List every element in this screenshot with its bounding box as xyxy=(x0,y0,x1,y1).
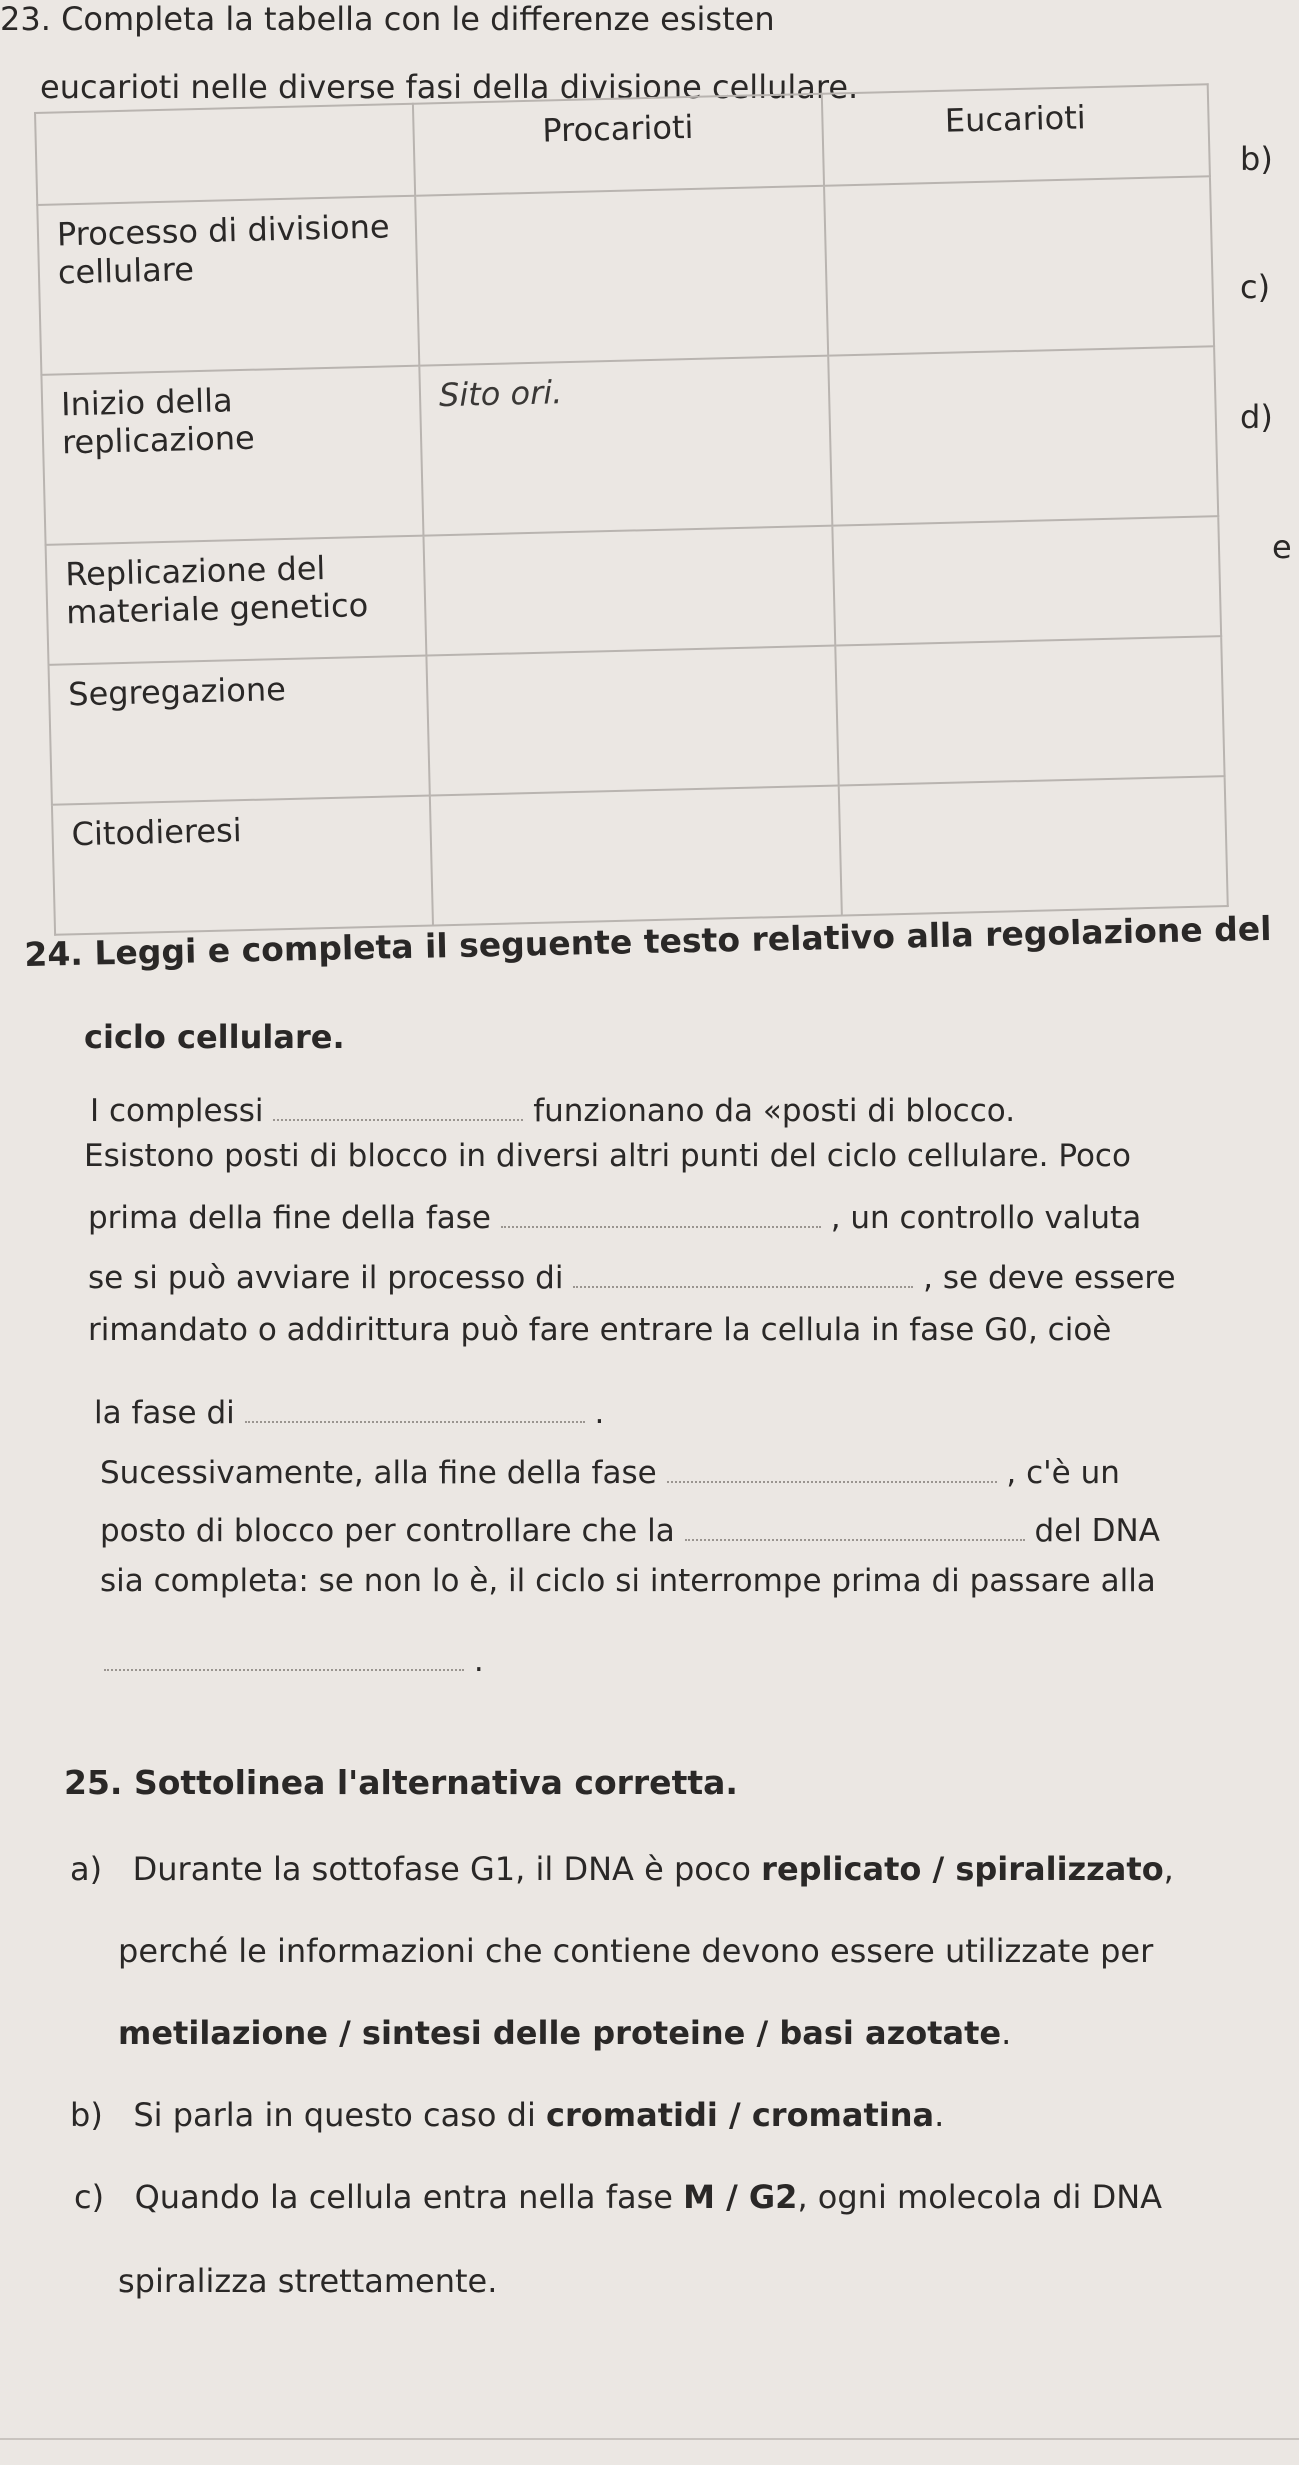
side-letter-c: c) xyxy=(1240,268,1271,306)
item-text: Quando la cellula entra nella fase xyxy=(134,2178,684,2216)
text-segment: I complessi xyxy=(90,1093,264,1129)
item-text: Durante la sottofase G1, il DNA è poco xyxy=(132,1850,762,1888)
table-row xyxy=(41,346,1218,545)
text-segment: prima della fine della fase xyxy=(88,1200,491,1236)
exercise-24-title: 24. Leggi e completa il seguente testo relativo alla regolazione del xyxy=(24,908,1272,974)
item-text: . xyxy=(1001,2014,1012,2052)
item-text: Si parla in questo caso di xyxy=(133,2096,547,2134)
fill-blank[interactable] xyxy=(573,1285,913,1288)
table-header-eucarioti: Eucarioti xyxy=(821,84,1210,185)
table-row xyxy=(37,176,1214,375)
text-segment: . xyxy=(594,1395,605,1431)
text-segment: la fase di xyxy=(94,1395,235,1431)
item-text: , xyxy=(1163,1850,1174,1888)
answer-a-continued xyxy=(118,1932,1153,1970)
cell-procarioti[interactable]: Sito ori. xyxy=(419,356,832,536)
alternative-choice[interactable]: cromatidi / cromatina xyxy=(546,2096,935,2134)
row-label: Citodieresi xyxy=(52,796,433,935)
item-text: spiralizza strettamente. xyxy=(118,2262,498,2300)
cell-eucarioti[interactable] xyxy=(838,776,1227,915)
row-label: Replicazione del materiale genetico xyxy=(46,536,427,665)
comparison-table xyxy=(34,83,1229,935)
side-letter-d: d) xyxy=(1240,398,1273,436)
text-line xyxy=(88,1260,1176,1296)
cell-procarioti[interactable] xyxy=(423,526,834,656)
alternative-choice[interactable]: replicato / spiralizzato xyxy=(761,1850,1164,1888)
exercise-23-title: 23. Completa la tabella con le differenze esisten xyxy=(0,0,775,38)
cell-eucarioti[interactable] xyxy=(828,346,1218,525)
row-label: Processo di divisione cellulare xyxy=(37,196,419,375)
answer-a-continued xyxy=(118,2014,1011,2052)
side-letter-e: e xyxy=(1272,528,1292,566)
text-segment: se si può avviare il processo di xyxy=(88,1260,564,1296)
fill-blank[interactable] xyxy=(501,1225,821,1228)
item-letter: b) xyxy=(70,2096,103,2134)
answer-b xyxy=(70,2096,944,2134)
answer-a xyxy=(70,1850,1174,1888)
text-segment: rimandato o addirittura può fare entrare la cellula in fase G0, cioè xyxy=(88,1312,1112,1348)
text-line xyxy=(90,1093,1015,1129)
text-line xyxy=(84,1138,1131,1174)
cell-eucarioti[interactable] xyxy=(835,636,1225,785)
side-letter-b: b) xyxy=(1240,140,1273,178)
exercise-24-title-continued: ciclo cellulare. xyxy=(84,1018,345,1056)
answer-c xyxy=(74,2178,1162,2216)
row-label: Inizio della replicazione xyxy=(41,366,423,545)
cell-eucarioti[interactable] xyxy=(832,516,1221,645)
text-segment: , c'è un xyxy=(1006,1455,1120,1491)
text-segment: . xyxy=(473,1643,484,1679)
text-segment: funzionano da «posti di blocco. xyxy=(533,1093,1016,1129)
text-segment: posto di blocco per controllare che la xyxy=(100,1513,675,1549)
text-line xyxy=(100,1455,1120,1491)
exercise-23-title-continued: eucarioti nelle diverse fasi della divisione cellulare. xyxy=(40,68,859,106)
text-line xyxy=(100,1513,1160,1549)
text-segment: Sucessivamente, alla fine della fase xyxy=(100,1455,657,1491)
text-line xyxy=(104,1643,484,1679)
item-text: perché le informazioni che contiene devono essere utilizzate per xyxy=(118,1932,1154,1970)
text-segment: del DNA xyxy=(1034,1513,1160,1549)
fill-blank[interactable] xyxy=(667,1480,997,1483)
item-letter: c) xyxy=(74,2178,105,2216)
text-segment: sia completa: se non lo è, il ciclo si interrompe prima di passare alla xyxy=(100,1563,1156,1599)
text-segment: Esistono posti di blocco in diversi altri punti del ciclo cellulare. Poco xyxy=(84,1138,1131,1174)
fill-blank[interactable] xyxy=(104,1668,464,1671)
text-segment: , un controllo valuta xyxy=(830,1200,1142,1236)
cell-procarioti[interactable] xyxy=(415,186,828,366)
cell-eucarioti[interactable] xyxy=(824,176,1214,355)
cell-procarioti[interactable] xyxy=(426,646,838,796)
fill-blank[interactable] xyxy=(685,1538,1025,1541)
text-line xyxy=(88,1312,1111,1348)
page-edge-divider xyxy=(0,2438,1299,2440)
table-header-empty xyxy=(35,104,415,205)
alternative-choice[interactable]: metilazione / sintesi delle proteine / basi azotate xyxy=(118,2014,1002,2052)
text-segment: , se deve essere xyxy=(923,1260,1176,1296)
item-text: , ogni molecola di DNA xyxy=(797,2178,1163,2216)
table-row xyxy=(52,776,1228,935)
item-text: . xyxy=(934,2096,945,2134)
row-label: Segregazione xyxy=(49,656,430,805)
exercise-25-title: 25. Sottolinea l'alternativa corretta. xyxy=(64,1763,738,1802)
fill-blank[interactable] xyxy=(273,1118,523,1121)
alternative-choice[interactable]: M / G2 xyxy=(683,2178,798,2216)
fill-blank[interactable] xyxy=(245,1420,585,1423)
text-line xyxy=(94,1395,604,1431)
text-line xyxy=(88,1200,1141,1236)
answer-c-continued xyxy=(118,2262,497,2300)
text-line xyxy=(100,1563,1156,1599)
item-letter: a) xyxy=(70,1850,103,1888)
cell-procarioti[interactable] xyxy=(430,786,842,926)
table-header-procarioti: Procarioti xyxy=(413,94,824,196)
